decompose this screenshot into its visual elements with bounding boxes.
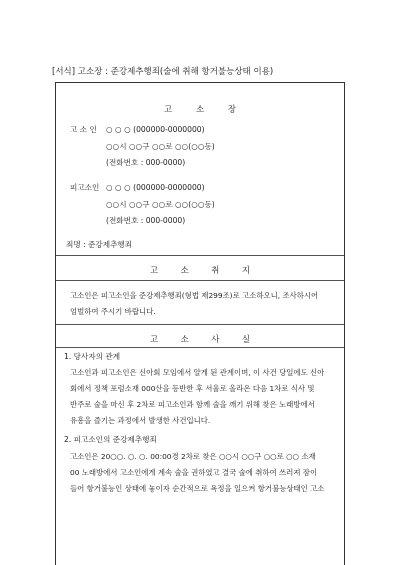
- section2-title: 2. 피고소인의 준강제추행죄: [64, 435, 157, 444]
- heading-char: 소: [180, 265, 189, 275]
- facts-heading: [150, 333, 250, 345]
- section-divider: [56, 255, 344, 256]
- heading-char: 고: [150, 265, 159, 275]
- section1-title: 1. 당사자의 관계: [64, 352, 121, 361]
- paragraph-line: 회에서 정책 포럼소재 000산을 등반한 후 서울로 올라온 다음 1차로 식사 및: [70, 384, 315, 393]
- section2-paragraph: [70, 449, 342, 497]
- heading-char: 실: [241, 334, 250, 344]
- heading-char: 지: [241, 265, 250, 275]
- section-divider: [56, 324, 344, 325]
- form-caption: [서식] 고소장 : 준강제추행죄(술에 취해 항거불능상태 이용): [52, 67, 274, 77]
- heading-char: 고: [150, 334, 159, 344]
- section-divider: [56, 280, 344, 281]
- complaint-document: [55, 82, 345, 565]
- paragraph-line: 고소인은 피고소인을 준강제추행죄(형법 제299조)로 고소하오니, 조사하시어: [70, 291, 319, 300]
- section-divider: [56, 347, 344, 348]
- heading-char: 소: [180, 334, 189, 344]
- section1-paragraph: [70, 365, 342, 429]
- purpose-paragraph: [70, 288, 342, 320]
- charge-name: 죄명 : 준강제추행죄: [66, 240, 133, 249]
- accused-phone: (전화번호 : 000-0000): [106, 216, 186, 225]
- paragraph-line: 반주로 술을 마신 후 2차로 피고소인과 함께 술을 깨기 위해 찾은 노래방에서: [70, 400, 315, 409]
- paragraph-line: 00 노래방에서 고소인에게 계속 술을 권하였고 결국 술에 취하여 쓰러져 잠이: [70, 468, 318, 477]
- paragraph-line: 엄벌하여 주시기 바랍니다.: [70, 307, 156, 316]
- document-title: [164, 103, 236, 115]
- complainant-label: 고 소 인: [70, 125, 97, 134]
- accused-name-id: ○ ○ ○ (000000-0000000): [106, 183, 205, 192]
- paragraph-line: 들어 항거불능인 상태에 놓이자 순간적으로 욕정을 일으켜 항거불능상태인 고소: [70, 484, 325, 493]
- title-char: 고: [164, 104, 173, 114]
- accused-address: ○○시 ○○구 ○○로 ○○(○○동): [106, 200, 215, 209]
- purpose-heading: [150, 264, 250, 276]
- paragraph-line: 고소인과 피고소인은 신아회 모임에서 알게 된 관계이며, 이 사건 당일에도 신아: [70, 368, 325, 377]
- paragraph-line: 고소인은 20○○. ○. ○. 00:00경 2차로 찾은 ○○시 ○○구 ○○로 ○○ 소재: [70, 452, 316, 461]
- accused-label: 피고소인: [70, 183, 100, 192]
- heading-char: 사: [211, 334, 220, 344]
- complainant-name-id: ○ ○ ○ (000000-0000000): [106, 125, 205, 134]
- title-char: 소: [195, 104, 205, 114]
- paragraph-line: 유흥을 즐기는 과정에서 발생한 사건입니다.: [70, 416, 211, 425]
- heading-char: 취: [211, 265, 220, 275]
- complainant-phone: (전화번호 : 000-0000): [106, 158, 186, 167]
- complainant-address: ○○시 ○○구 ○○로 ○○(○○동): [106, 142, 215, 151]
- title-char: 장: [227, 104, 236, 114]
